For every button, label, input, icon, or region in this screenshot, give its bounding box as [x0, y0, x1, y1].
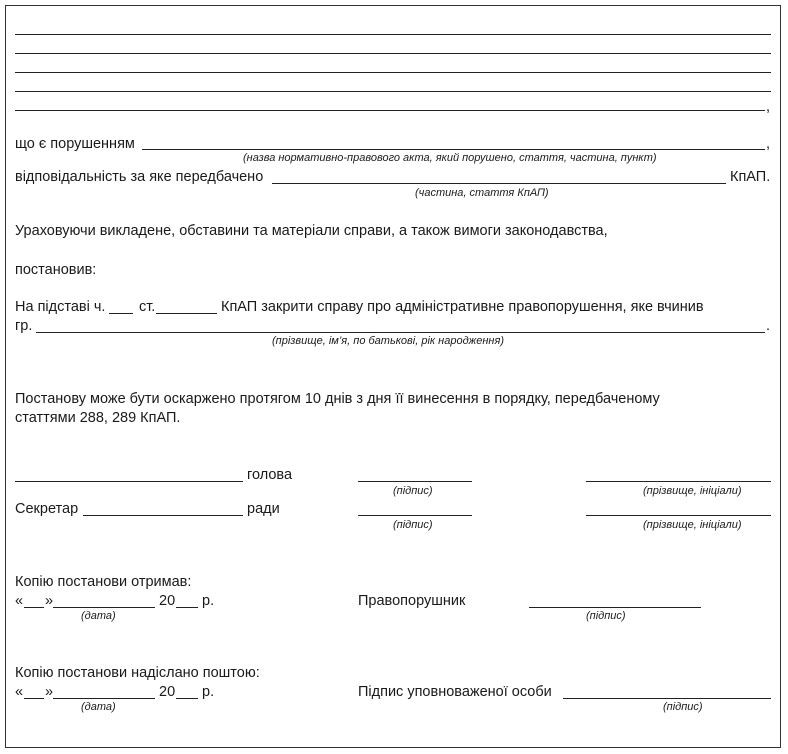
blank-line-2[interactable] — [15, 53, 771, 54]
basis-part-prefix: На підставі ч. — [15, 299, 106, 315]
mailed-date-caption: (дата) — [81, 701, 116, 713]
blank-line-1[interactable] — [15, 34, 771, 35]
blank-line-3[interactable] — [15, 72, 771, 73]
liability-field[interactable] — [272, 183, 726, 184]
liability-label: відповідальність за яке передбачено — [15, 169, 264, 185]
mailed-day-field[interactable] — [24, 698, 44, 699]
offender-label: Правопорушник — [358, 593, 466, 609]
head-initials-caption: (прізвище, ініціали) — [643, 485, 742, 497]
head-signature-field[interactable] — [358, 481, 472, 482]
received-quote-open: « — [15, 593, 24, 609]
appeal-line-2: статтями 288, 289 КпАП. — [15, 410, 181, 426]
official-label: Підпис уповноваженої особи — [358, 684, 552, 700]
secretary-initials-caption: (прізвище, ініціали) — [643, 519, 742, 531]
violation-label: що є порушенням — [15, 136, 135, 152]
secretary-signature-field[interactable] — [358, 515, 472, 516]
blank-line-4[interactable] — [15, 91, 771, 92]
received-quote-close: » — [45, 593, 54, 609]
head-label: голова — [247, 467, 293, 483]
blank-line-5[interactable] — [15, 110, 765, 111]
received-month-field[interactable] — [53, 607, 155, 608]
decided-text: постановив: — [15, 262, 97, 278]
secretary-label: Секретар — [15, 501, 79, 517]
secretary-signature-caption: (підпис) — [393, 519, 433, 531]
appeal-line-1: Постанову може бути оскаржено протягом 10 днів з дня її винесення в порядку, передбаченому — [15, 391, 660, 407]
offender-signature-caption: (підпис) — [586, 610, 626, 622]
mailed-title: Копію постанови надіслано поштою: — [15, 665, 260, 681]
received-year-prefix: 20 — [159, 593, 176, 609]
liability-suffix: КпАП. — [730, 169, 771, 185]
basis-article-prefix: ст. — [139, 299, 156, 315]
mailed-year-prefix: 20 — [159, 684, 176, 700]
head-name-field[interactable] — [15, 481, 243, 482]
basis-article-field[interactable] — [156, 313, 217, 314]
liability-caption: (частина, стаття КпАП) — [415, 187, 549, 199]
received-year-field[interactable] — [176, 607, 198, 608]
secretary-council-field[interactable] — [83, 515, 243, 516]
mailed-quote-open: « — [15, 684, 24, 700]
violation-caption: (назва нормативно-правового акта, який порушено, стаття, частина, пункт) — [243, 152, 657, 164]
considering-text: Ураховуючи викладене, обставини та матеріали справи, а також вимоги законодавства, — [15, 223, 608, 239]
document-frame — [5, 5, 781, 748]
offender-signature-field[interactable] — [529, 607, 701, 608]
received-year-suffix: р. — [202, 593, 215, 609]
basis-text: КпАП закрити справу про адміністративне правопорушення, яке вчинив — [221, 299, 704, 315]
mailed-quote-close: » — [45, 684, 54, 700]
received-day-field[interactable] — [24, 607, 44, 608]
basis-citizen-prefix: гр. — [15, 318, 33, 334]
received-title: Копію постанови отримав: — [15, 574, 192, 590]
violation-field[interactable] — [142, 149, 765, 150]
head-signature-caption: (підпис) — [393, 485, 433, 497]
head-initials-field[interactable] — [586, 481, 771, 482]
secretary-initials-field[interactable] — [586, 515, 771, 516]
blank-lines-comma: , — [766, 99, 771, 115]
mailed-year-suffix: р. — [202, 684, 215, 700]
official-signature-field[interactable] — [563, 698, 771, 699]
basis-part-field[interactable] — [109, 313, 133, 314]
basis-citizen-caption: (прізвище, ім’я, по батькові, рік народження) — [272, 335, 504, 347]
basis-period: . — [766, 318, 771, 334]
council-label: ради — [247, 501, 280, 517]
official-signature-caption: (підпис) — [663, 701, 703, 713]
mailed-month-field[interactable] — [53, 698, 155, 699]
received-date-caption: (дата) — [81, 610, 116, 622]
mailed-year-field[interactable] — [176, 698, 198, 699]
basis-citizen-field[interactable] — [36, 332, 765, 333]
violation-comma: , — [766, 136, 771, 152]
